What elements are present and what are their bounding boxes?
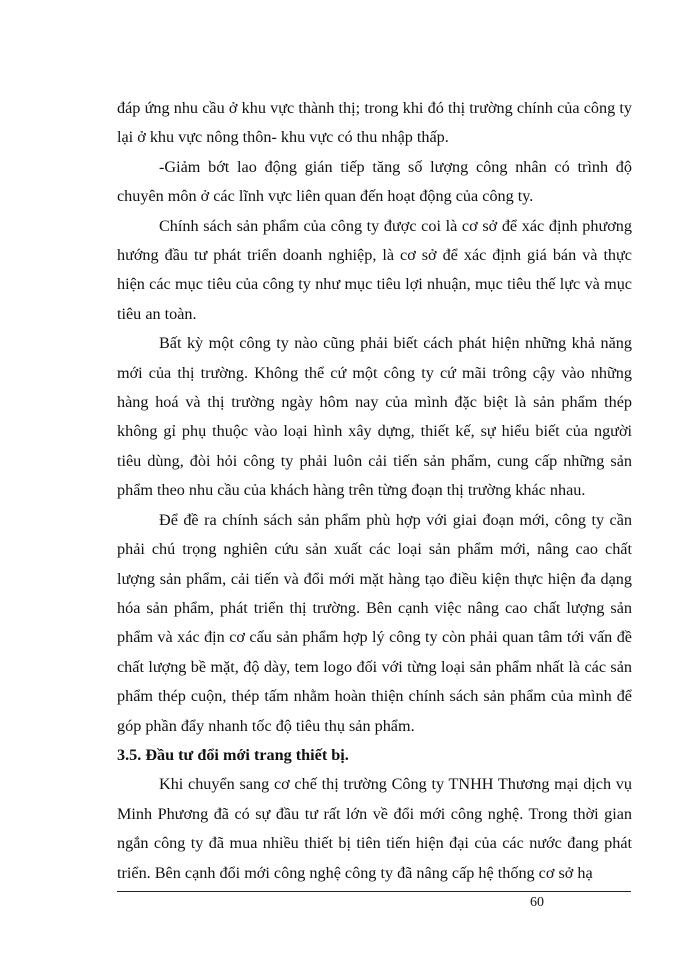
- paragraph-3: Chính sách sản phẩm của công ty được coi là cơ sở để xác định phương hướng đầu tư phát triển doanh nghiệp, là cơ sở để xác định giá bán và thực hiện các mục tiêu của công ty như mục tiêu lợi nhuận, mục tiêu thế lực và mục tiêu an toàn.: [117, 216, 632, 323]
- paragraph-4: Bất kỳ một công ty nào cũng phải biết cách phát hiện những khả năng mới của thị trường. Không thể cứ một công ty cứ mãi trông cậy vào những hàng hoá và thị trường ngày hôm nay của mình đặc biệt là sản phẩm thép không gỉ phụ thuộc vào loại hình xây dựng, thiết kế, sự hiểu biết của người tiêu dùng, đòi hỏi công ty phải luôn cải tiến sản phẩm, cung cấp những sản phẩm theo nhu cầu của khách hàng trên từng đoạn thị trường khác nhau.: [117, 334, 632, 500]
- section-paragraph: Khi chuyển sang cơ chế thị trường Công ty TNHH Thương mại dịch vụ Minh Phương đã có sự đầu tư rất lớn về đổi mới công nghệ. Trong thời gian ngắn công ty đã mua nhiều thiết bị tiên tiến hiện đại của các nước đang phát triển. Bên cạnh đổi mới công nghệ công ty đã nâng cấp hệ thống cơ sở hạ: [117, 775, 632, 882]
- footer-divider: [117, 891, 631, 892]
- page-body: [117, 94, 632, 888]
- page-number: 60: [530, 895, 544, 910]
- paragraph-5: Để đề ra chính sách sản phẩm phù hợp với giai đoạn mới, công ty cần phải chú trọng nghiên cứu sản xuất các loại sản phẩm mới, nâng cao chất lượng sản phẩm, cải tiến và đổi mới mặt hàng tạo điều kiện thực hiện đa dạng hóa sản phẩm, phát triển thị trường. Bên cạnh việc nâng cao chất lượng sản phẩm và xác địn cơ cấu sản phẩm hợp lý công ty còn phải quan tâm tới vấn đề chất lượng bề mặt, độ dày, tem logo đối với từng loại sản phẩm nhất là các sản phẩm thép cuộn, thép tấm nhằm hoàn thiện chính sách sản phẩm của mình để góp phần đẩy nhanh tốc độ tiêu thụ sản phẩm.: [117, 510, 632, 735]
- paragraph-1: đáp ứng nhu cầu ở khu vực thành thị; trong khi đó thị trường chính của công ty lại ở khu vực nông thôn- khu vực có thu nhập thấp.: [117, 99, 632, 147]
- paragraph-2: -Giảm bớt lao động gián tiếp tăng số lượng công nhân có trình độ chuyên môn ở các lĩnh vực liên quan đến hoạt động của công ty.: [117, 157, 632, 206]
- section-heading: 3.5. Đầu tư đổi mới trang thiết bị.: [117, 745, 349, 764]
